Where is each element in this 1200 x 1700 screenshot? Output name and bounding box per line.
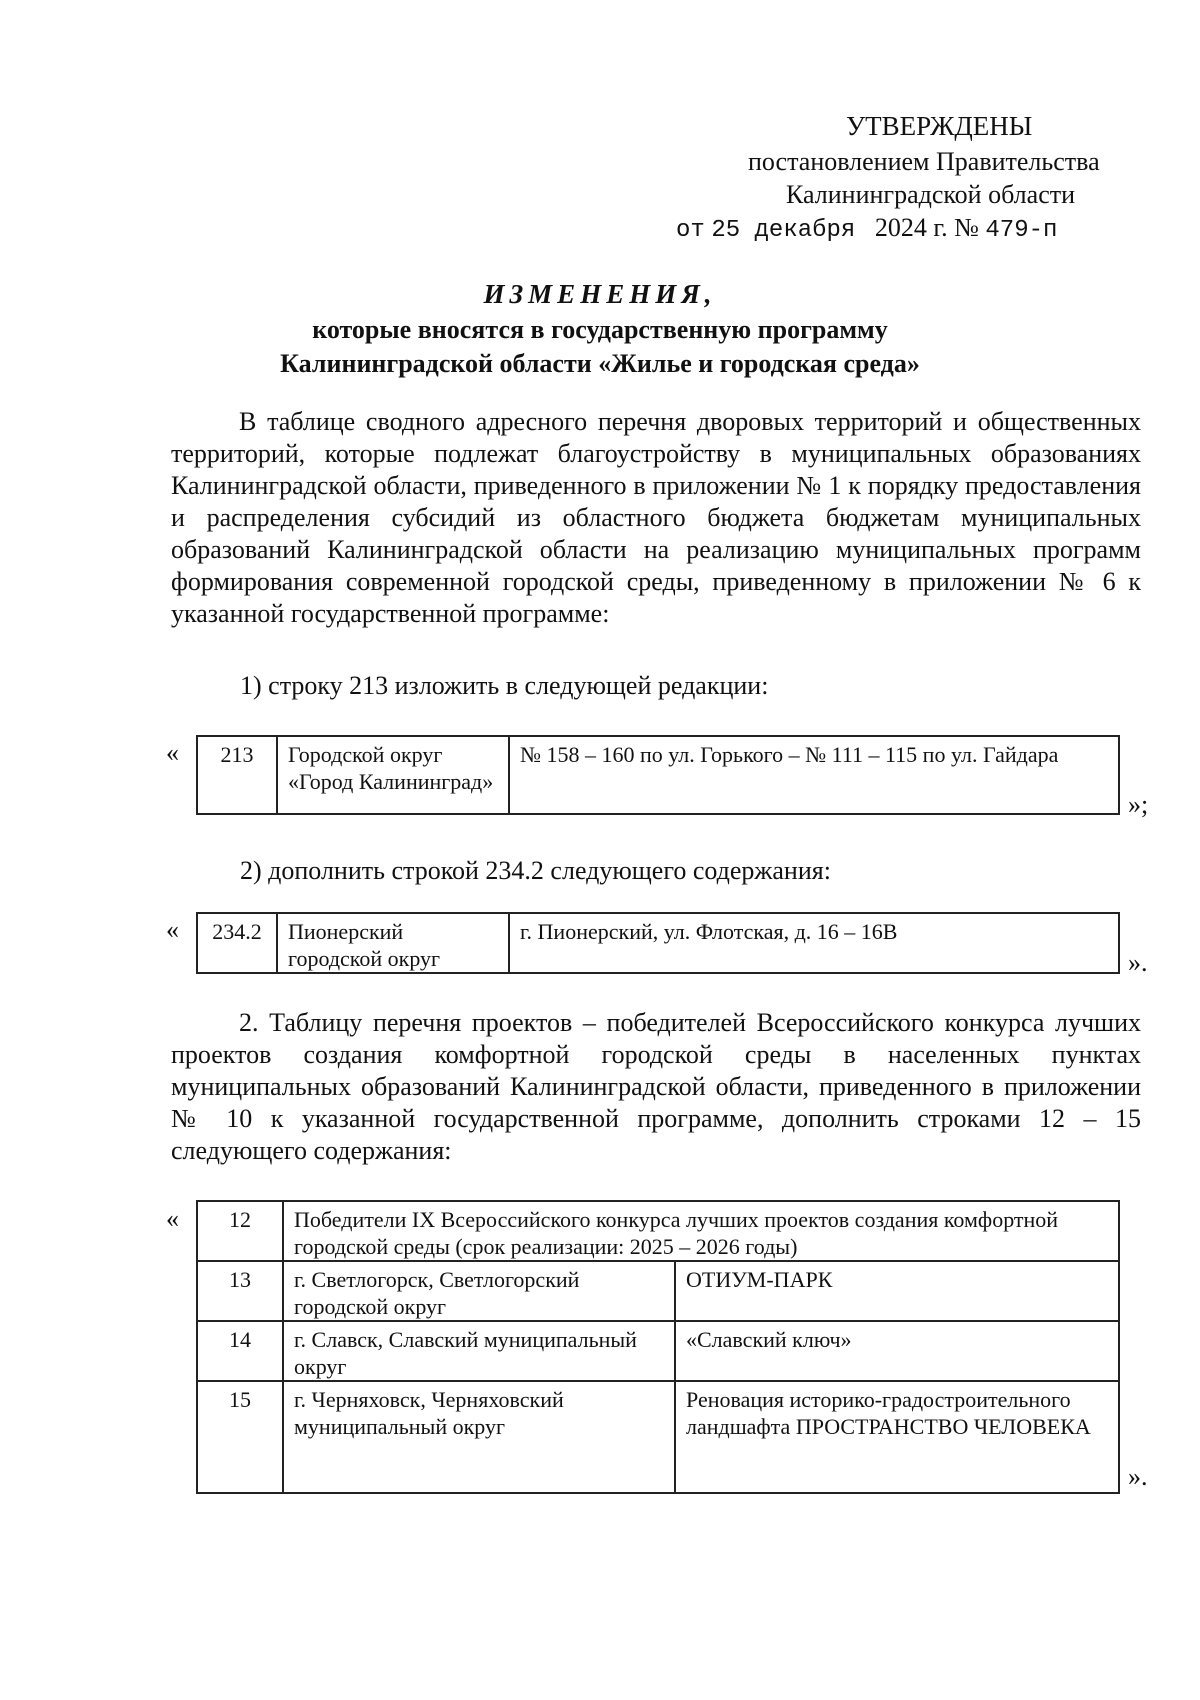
table-row [197,1261,1119,1321]
item-2: 2) дополнить строкой 234.2 следующего содержания: [240,856,831,885]
date-prefix: от [676,217,705,244]
table2-open-quote: « [166,915,179,944]
row-project: «Славский ключ» [675,1321,1119,1381]
document-subtitle-line1: которые вносятся в государственную программу [312,315,888,344]
approval-number: 479-п [985,217,1058,244]
row-number: 15 [197,1381,283,1493]
row-number: 12 [197,1201,283,1261]
row-header-text: Победители IX Всероссийского конкурса лучших проектов создания комфортной городской среды (срок реализации: 2025 – 2026 годы) [283,1201,1119,1261]
table1-close-quote: »; [1128,790,1149,819]
row-number: 234.2 [197,913,277,973]
paragraph-2: 2. Таблицу перечня проектов – победителей Всероссийского конкурса лучших проектов создания комфортной городской среды в населенных пунктах муниципальных образований Калининградской области, приведенного в приложении № 10 к указанной государственной программе, дополнить строками 12 – 15 следующего содержания: [171,1008,1141,1165]
table-row [197,913,1119,973]
approval-line-resolution: постановлением Правительства [748,147,1100,176]
row-number: 13 [197,1261,283,1321]
row-number: 213 [197,736,277,814]
approval-line-region: Калининградской области [786,180,1076,209]
projects-table [196,1200,1120,1494]
row-project: ОТИУМ-ПАРК [675,1261,1119,1321]
table-row [197,1321,1119,1381]
table-row-213 [196,735,1120,815]
table1-open-quote: « [166,738,179,767]
table-row [197,736,1119,814]
row-number: 14 [197,1321,283,1381]
row-municipality: Городской округ «Город Калининград» [277,736,509,814]
paragraph-1: В таблице сводного адресного перечня дворовых территорий и общественных территорий, которые подлежат благоустройству в муниципальных образованиях Калининградской области, приведенного в приложении № 1 к порядку предоставления и распределения субсидий из областного бюджета бюджетам муниципальных образований Калининградской области на реализацию муниципальных программ формирования современной городской среды, приведенному в приложении № 6 к указанной государственной программе: [171,407,1141,628]
item-1: 1) строку 213 изложить в следующей редакции: [240,671,769,700]
row-address: № 158 – 160 по ул. Горького – № 111 – 115 по ул. Гайдара [509,736,1119,814]
document-subtitle-line2: Калининградской области «Жилье и городская среда» [280,349,920,378]
row-address: г. Пионерский, ул. Флотская, д. 16 – 16В [509,913,1119,973]
approval-year: 2024 г. № [874,213,979,242]
table2-close-quote: ». [1128,948,1148,977]
row-place: г. Черняховск, Черняховский муниципальный округ [283,1381,675,1493]
table3-close-quote: ». [1128,1462,1148,1491]
row-project: Реновация историко-градостроительного ландшафта ПРОСТРАНСТВО ЧЕЛОВЕКА [675,1381,1119,1493]
table-row [197,1381,1119,1493]
row-place: г. Светлогорск, Светлогорский городской округ [283,1261,675,1321]
document-title: ИЗМЕНЕНИЯ, [483,279,717,309]
row-place: г. Славск, Славский муниципальный округ [283,1321,675,1381]
approval-date-line [676,211,1057,247]
table3-open-quote: « [166,1204,179,1233]
approval-heading: УТВЕРЖДЕНЫ [846,111,1033,141]
approval-date: 25 декабря [711,217,856,244]
row-municipality: Пионерский городской округ [277,913,509,973]
table-row-234-2 [196,912,1120,974]
table-row [197,1201,1119,1261]
